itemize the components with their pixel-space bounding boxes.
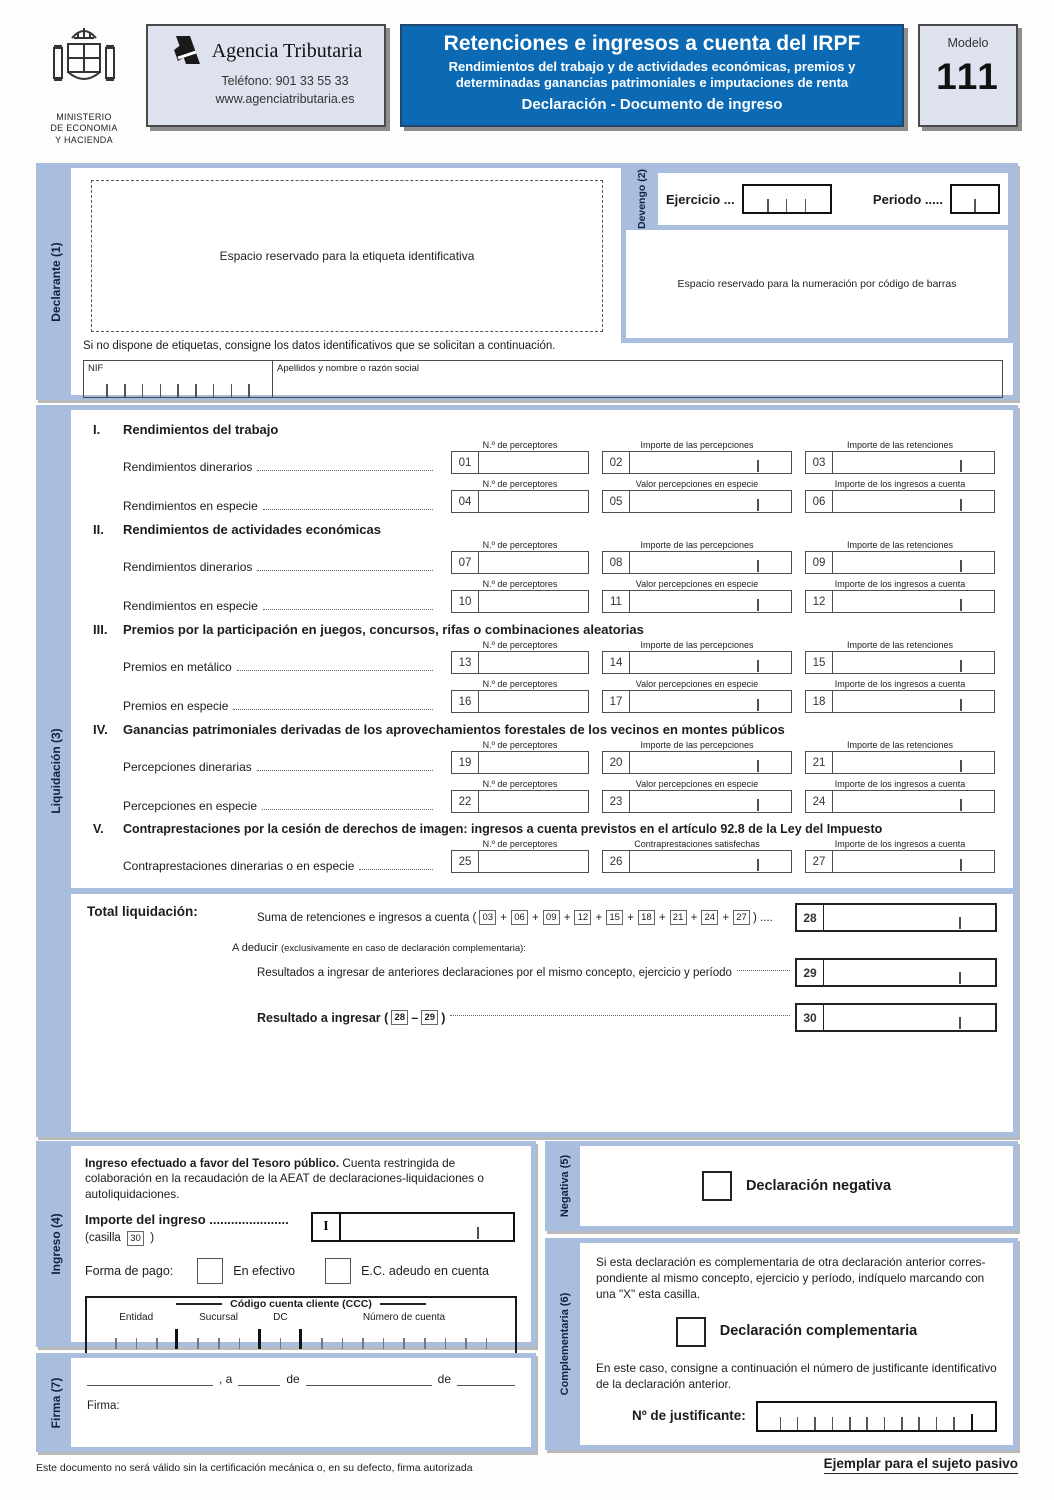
adeudo-checkbox[interactable] — [325, 1258, 351, 1284]
input-cell[interactable] — [479, 591, 588, 612]
total-sum-line: Suma de retenciones e ingresos a cuenta ( 03 + 06 + 09 + 12 + 15 + 18 + 21 + 24 + 27 ) .... 28 — [87, 903, 997, 932]
liq-row: Contraprestaciones dinerarias o en especie N.º de perceptores 25 Contraprestaciones satisfechas 26 Importe de los ingresos a cuenta 27 — [93, 839, 995, 873]
negativa-content — [580, 1146, 1013, 1226]
barcode-area: Espacio reservado para la numeración por código de barras — [626, 230, 1008, 338]
box-code: 12 — [806, 591, 833, 612]
complementaria-checkbox[interactable] — [676, 1317, 706, 1347]
input-cell[interactable] — [833, 491, 994, 512]
firma-content — [71, 1358, 531, 1447]
liq-row: Rendimientos en especie N.º de perceptores 04 Valor percepciones en especie 05 Importe de los ingresos a cuenta 06 — [93, 479, 995, 513]
deducir-note: A deducir (exclusivamente en caso de declaración complementaria): — [232, 942, 526, 954]
ccc-entidad-label: Entidad — [119, 1311, 154, 1323]
ref-box: 12 — [574, 910, 591, 925]
input-cell[interactable] — [833, 752, 994, 773]
form-title-box — [400, 24, 904, 127]
importe-input: I — [311, 1212, 515, 1242]
section-numeral: III. — [93, 622, 108, 637]
input-cell[interactable] — [833, 552, 994, 573]
input-cell[interactable] — [824, 905, 995, 930]
section-liquidacion — [36, 405, 1018, 1137]
ref-box: 15 — [606, 910, 623, 925]
agencia-logo-icon — [170, 34, 204, 68]
section-numeral: II. — [93, 522, 104, 537]
input-cell[interactable] — [479, 791, 588, 812]
liq-row: Premios en especie N.º de perceptores 16 Valor percepciones en especie 17 Importe de los ingresos a cuenta 18 — [93, 679, 995, 713]
footer-validity-note: Este documento no será válido sin la certificación mecánica o, en su defecto, firma autorizada — [36, 1462, 473, 1474]
box-code: 04 — [452, 491, 479, 512]
agency-website[interactable]: www.agenciatributaria.es — [215, 92, 355, 107]
input-cell[interactable] — [479, 752, 588, 773]
liq-section-3 — [93, 622, 995, 713]
input-cell[interactable] — [479, 452, 588, 473]
box-code: 07 — [452, 552, 479, 573]
form-doc-type: Declaración - Documento de ingreso — [521, 96, 783, 114]
ref-box: 18 — [638, 910, 655, 925]
declarante-side — [41, 168, 71, 395]
box-code: 18 — [806, 691, 833, 712]
model-box — [918, 24, 1018, 127]
liquidacion-items — [71, 410, 1013, 888]
box-code: 21 — [806, 752, 833, 773]
devengo-side-label: Devengo (2) — [636, 168, 648, 230]
input-cell[interactable] — [479, 851, 588, 872]
liquidacion-side — [41, 410, 71, 1132]
box-code: 13 — [452, 652, 479, 673]
periodo-label: Periodo ..... — [872, 191, 943, 207]
liq-row: Rendimientos dinerarios N.º de perceptores 07 Importe de las percepciones 08 Importe de las retenciones 09 — [93, 540, 995, 574]
forma-pago-label: Forma de pago: — [85, 1263, 174, 1278]
ccc-title: Código cuenta cliente (CCC) — [230, 1297, 372, 1310]
declarante-content — [71, 168, 1013, 395]
ref-box: 27 — [733, 910, 750, 925]
row-label: Premios en especie — [123, 699, 229, 713]
ccc-input[interactable] — [95, 1325, 507, 1349]
ingreso-content — [71, 1146, 531, 1342]
justificante-label: Nº de justificante: — [632, 1408, 746, 1423]
agency-box — [146, 24, 386, 127]
box-code: 23 — [603, 791, 630, 812]
input-cell[interactable] — [630, 552, 791, 573]
ccc-sucursal-label: Sucursal — [199, 1311, 239, 1323]
section-title: Rendimientos del trabajo — [123, 422, 279, 437]
input-cell[interactable] — [833, 791, 994, 812]
liq-row: Percepciones en especie N.º de perceptores 22 Valor percepciones en especie 23 Importe de los ingresos a cuenta 24 — [93, 779, 995, 813]
ref-box: 28 — [391, 1010, 408, 1025]
input-cell[interactable] — [630, 591, 791, 612]
firma-side — [41, 1358, 71, 1447]
box-code: 20 — [603, 752, 630, 773]
ref-box: 03 — [479, 910, 496, 925]
ingreso-intro: Ingreso efectuado a favor del Tesoro público. Cuenta restringida de colaboración en la recaudación de la AEAT de declaraciones-liquidaciones o autoliquidaciones. — [85, 1156, 484, 1201]
ejercicio-label: Ejercicio ... — [666, 191, 735, 207]
ref-box: 29 — [421, 1010, 438, 1025]
liq-section-1 — [93, 422, 995, 513]
identification-row — [83, 360, 1003, 398]
liq-section-2 — [93, 522, 995, 613]
ccc-dc-label: DC — [273, 1311, 288, 1323]
justificante-input[interactable] — [756, 1401, 997, 1432]
liq-row: Premios en metálico N.º de perceptores 13 Importe de las percepciones 14 Importe de las retenciones 15 — [93, 640, 995, 674]
box-code: 10 — [452, 591, 479, 612]
ref-box: 06 — [511, 910, 528, 925]
efectivo-label: En efectivo — [233, 1263, 296, 1278]
importe-label: Importe del ingreso ...................... — [85, 1211, 289, 1227]
model-label: Modelo — [947, 36, 989, 50]
ministry-block — [36, 24, 132, 152]
input-cell[interactable] — [833, 691, 994, 712]
form-title: Retenciones e ingresos a cuenta del IRPF — [443, 32, 861, 55]
negativa-side — [550, 1146, 580, 1226]
coat-of-arms-icon — [48, 24, 120, 110]
box-code: 24 — [806, 791, 833, 812]
box-code: 16 — [452, 691, 479, 712]
complementaria-paragraph: Si esta declaración es complementaria de otra declaración anterior corres- pondiente al mismo concepto, ejercicio y período, indíquelo marcando con una "X" esta casilla. — [596, 1255, 986, 1301]
box-29: 29 — [795, 958, 997, 987]
section-declarante — [36, 163, 1018, 400]
footer-copy-label: Ejemplar para el sujeto pasivo — [824, 1456, 1018, 1474]
section-numeral: V. — [93, 822, 104, 836]
complementaria-label: Declaración complementaria — [719, 1322, 918, 1339]
box-code: 02 — [603, 452, 630, 473]
ingreso-side — [41, 1146, 71, 1342]
liq-section-5 — [93, 822, 995, 873]
row-label: Premios en metálico — [123, 660, 232, 674]
row-label: Contraprestaciones dinerarias o en especie — [123, 859, 355, 873]
negativa-label: Declaración negativa — [745, 1178, 892, 1194]
name-field[interactable] — [273, 361, 1002, 397]
label-reserved-area: Espacio reservado para la etiqueta identificativa — [91, 180, 603, 332]
total-liquidacion — [71, 894, 1013, 1132]
box-code: 08 — [603, 552, 630, 573]
input-cell[interactable] — [833, 652, 994, 673]
complementaria-side — [550, 1243, 580, 1445]
row-label: Rendimientos dinerarios — [123, 560, 253, 574]
input-cell[interactable] — [479, 491, 588, 512]
input-cell[interactable] — [630, 691, 791, 712]
input-cell[interactable] — [824, 1005, 995, 1030]
ref-box: 21 — [670, 910, 687, 925]
negativa-checkbox[interactable] — [702, 1171, 732, 1201]
negativa-side-label: Negativa (5) — [559, 1154, 571, 1218]
input-cell[interactable] — [824, 960, 995, 985]
form-subtitle-line: Rendimientos del trabajo y de actividades económicas, premios y — [448, 59, 856, 74]
ref-box: 24 — [701, 910, 718, 925]
input-cell[interactable] — [479, 552, 588, 573]
ccc-cuenta-label: Número de cuenta — [362, 1311, 446, 1323]
liq-row: Rendimientos dinerarios N.º de perceptores 01 Importe de las percepciones 02 Importe de las retenciones 03 — [93, 440, 995, 474]
total-result-line: Resultado a ingresar ( 28 – 29 ) 30 — [87, 1003, 997, 1032]
nif-field[interactable] — [84, 361, 273, 397]
input-cell[interactable] — [833, 851, 994, 872]
box-code: 09 — [806, 552, 833, 573]
ref-box: 30 — [127, 1231, 144, 1246]
nif-label: NIF — [88, 363, 104, 374]
row-label: Rendimientos en especie — [123, 499, 258, 513]
input-cell[interactable] — [833, 452, 994, 473]
input-cell[interactable] — [833, 591, 994, 612]
input-cell[interactable] — [630, 851, 791, 872]
model-number: 111 — [936, 56, 1000, 97]
row-label: Rendimientos dinerarios — [123, 460, 253, 474]
firma-label: Firma: — [87, 1400, 120, 1412]
total-title: Total liquidación: — [87, 904, 198, 919]
name-label: Apellidos y nombre o razón social — [277, 363, 420, 374]
box-code: 11 — [603, 591, 630, 612]
box-code: 14 — [603, 652, 630, 673]
periodo-input[interactable] — [950, 184, 1000, 214]
liq-section-4 — [93, 722, 995, 813]
ejercicio-input[interactable] — [742, 184, 832, 214]
section-title: Contraprestaciones por la cesión de derechos de imagen: ingresos a cuenta previstos en el artículo 92.8 de la Ley del Impuesto — [123, 822, 883, 836]
ref-box: 09 — [543, 910, 560, 925]
complementaria-side-label: Complementaria (6) — [559, 1292, 571, 1396]
box-code: 26 — [603, 851, 630, 872]
box-code: 25 — [452, 851, 479, 872]
box-28: 28 — [795, 903, 997, 932]
row-label: Percepciones dinerarias — [123, 760, 252, 774]
section-firma — [36, 1353, 536, 1452]
devengo-side — [626, 168, 658, 230]
section-complementaria — [545, 1238, 1018, 1450]
ccc-box — [85, 1296, 517, 1357]
liq-row: Percepciones dinerarias N.º de perceptores 19 Importe de las percepciones 20 Importe de las retenciones 21 — [93, 740, 995, 774]
section-numeral: I. — [93, 422, 101, 437]
agency-phone: Teléfono: 901 33 55 33 — [221, 74, 349, 88]
section-title: Rendimientos de actividades económicas — [123, 522, 381, 537]
input-cell[interactable] — [341, 1214, 513, 1240]
agency-name: Agencia Tributaria — [211, 39, 363, 62]
box-code: 03 — [806, 452, 833, 473]
box-30: 30 — [795, 1003, 997, 1032]
section-numeral: IV. — [93, 722, 108, 737]
input-cell[interactable] — [479, 691, 588, 712]
input-cell[interactable] — [479, 652, 588, 673]
input-cell[interactable] — [630, 452, 791, 473]
justificante-paragraph: En este caso, consigne a continuación el número de justificante identificativo de la declaración anterior. — [596, 1360, 997, 1391]
form-subtitle-line: determinadas ganancias patrimoniales e imputaciones de renta — [455, 74, 849, 90]
box-code: 27 — [806, 851, 833, 872]
no-label-instruction: Si no dispone de etiquetas, consigne los datos identificativos que se solicitan a continuación. — [83, 340, 556, 352]
box-code: 05 — [603, 491, 630, 512]
input-cell[interactable] — [630, 752, 791, 773]
box-code: 22 — [452, 791, 479, 812]
casilla-30-note: (casilla 30 ) — [85, 1231, 155, 1244]
forma-pago-row — [85, 1258, 517, 1284]
liq-row: Rendimientos en especie N.º de perceptores 10 Valor percepciones en especie 11 Importe de los ingresos a cuenta 12 — [93, 579, 995, 613]
input-cell[interactable] — [630, 652, 791, 673]
date-line[interactable]: , a de de — [87, 1372, 515, 1386]
header — [36, 24, 1018, 152]
box-code: 19 — [452, 752, 479, 773]
input-cell[interactable] — [630, 791, 791, 812]
firma-side-label: Firma (7) — [49, 1377, 63, 1428]
ministry-line: Y HACIENDA — [55, 134, 113, 145]
ministry-line: MINISTERIO — [56, 112, 112, 122]
complementaria-content — [580, 1243, 1013, 1445]
efectivo-checkbox[interactable] — [197, 1258, 223, 1284]
box-code: 17 — [603, 691, 630, 712]
input-cell[interactable] — [630, 491, 791, 512]
row-label: Rendimientos en especie — [123, 599, 258, 613]
box-code: 01 — [452, 452, 479, 473]
ingreso-side-label: Ingreso (4) — [49, 1213, 63, 1275]
adeudo-label: E.C. adeudo en cuenta — [361, 1263, 489, 1278]
box-code: 15 — [806, 652, 833, 673]
section-ingreso — [36, 1141, 536, 1347]
section-title: Ganancias patrimoniales derivadas de los aprovechamientos forestales de los vecinos en montes públicos — [123, 722, 785, 737]
row-label: Percepciones en especie — [123, 799, 258, 813]
liquidacion-side-label: Liquidación (3) — [49, 728, 63, 814]
ministry-line: DE ECONOMIA — [50, 123, 118, 134]
total-deduct-line: Resultados a ingresar de anteriores declaraciones por el mismo concepto, ejercicio y período 29 — [87, 958, 997, 987]
section-negativa — [545, 1141, 1018, 1231]
box-code: 06 — [806, 491, 833, 512]
section-devengo — [621, 168, 1013, 343]
section-title: Premios por la participación en juegos, concursos, rifas o combinaciones aleatorias — [123, 622, 644, 637]
declarante-side-label: Declarante (1) — [49, 241, 63, 322]
